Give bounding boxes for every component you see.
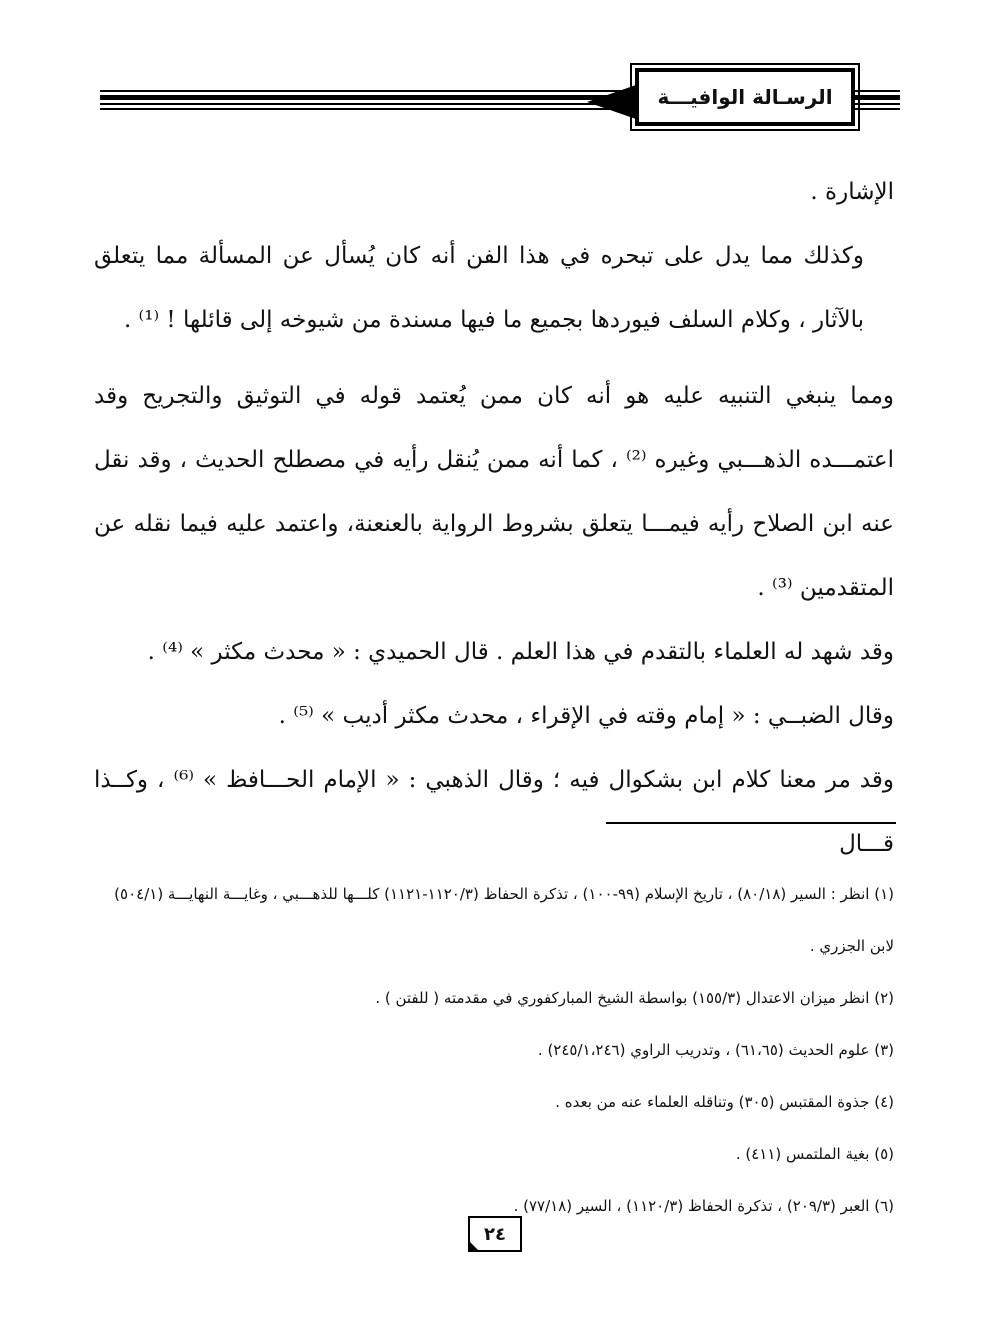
footnote: (٥) بغية الملتمس (٤١١) . — [735, 1145, 894, 1163]
footnote: (١) انظر : السير (٨٠/١٨) ، تاريخ الإسلام (٩٩-١٠٠) ، تذكرة الحفاظ (١١٢٠/٣-١١٢١) كلـــها للذهـــبي ، وغايـــة النهايـــة (٥٠٤/١) لابن الجزري . — [114, 885, 894, 955]
page-corner-fold-icon — [468, 1240, 480, 1252]
page-number-box — [468, 1216, 522, 1252]
footnote: (٦) العبر (٢٠٩/٣) ، تذكرة الحفاظ (١١٢٠/٣) ، السير (٧٧/١٨) . — [513, 1197, 894, 1215]
page-number: ٢٤ — [484, 1223, 506, 1245]
body-paragraph: وكذلك مما يدل على تبحره في هذا الفن أنه كان يُسأل عن المسألة مما يتعلق بالآثار ، وكلام السلف فيوردها بجميع ما فيها مسندة من شيوخه إلى قائلها ! ⁽¹⁾ . — [94, 243, 864, 333]
header-title: الرسـالة الوافيـــة — [657, 85, 833, 109]
body-paragraph: وقد شهد له العلماء بالتقدم في هذا العلم . قال الحميدي : « محدث مكثر » ⁽⁴⁾ . — [147, 639, 894, 665]
footnote-separator — [606, 822, 896, 824]
body-paragraph: وقد مر معنا كلام ابن بشكوال فيه ؛ وقال الذهبي : « الإمام الحـــافظ » ⁽⁶⁾ ، وكــذا قـــال — [94, 767, 894, 857]
header-title-ornament — [587, 84, 639, 120]
header-title-box — [635, 68, 855, 126]
body-paragraph: الإشارة . — [810, 179, 894, 205]
footnote: (٤) جذوة المقتبس (٣٠٥) وتناقله العلماء عنه من بعده . — [555, 1093, 894, 1111]
footnotes — [94, 868, 894, 1232]
footnote: (٣) علوم الحديث (٦١،٦٥) ، وتدريب الراوي (٢٤٥/١،٢٤٦) . — [537, 1041, 894, 1059]
body-text — [94, 160, 894, 876]
footnote: (٢) انظر ميزان الاعتدال (١٥٥/٣) بواسطة الشيخ المباركفوري في مقدمته ( للفتن ) . — [375, 989, 894, 1007]
running-header — [100, 68, 900, 132]
body-paragraph: ومما ينبغي التنبيه عليه هو أنه كان ممن يُعتمد قوله في التوثيق والتجريح وقد اعتمـــده الذهـــبي وغيره ⁽²⁾ ، كما أنه ممن يُنقل رأيه في مصطلح الحديث ، وقد نقل عنه ابن الصلاح رأيه فيمـــا يتعلق بشروط الرواية بالعنعنة، واعتمد عليه فيما نقله عن المتقدمين ⁽³⁾ . — [94, 383, 894, 601]
body-paragraph: وقال الضبــي : « إمام وقته في الإقراء ، محدث مكثر أديب » ⁽⁵⁾ . — [278, 703, 894, 729]
